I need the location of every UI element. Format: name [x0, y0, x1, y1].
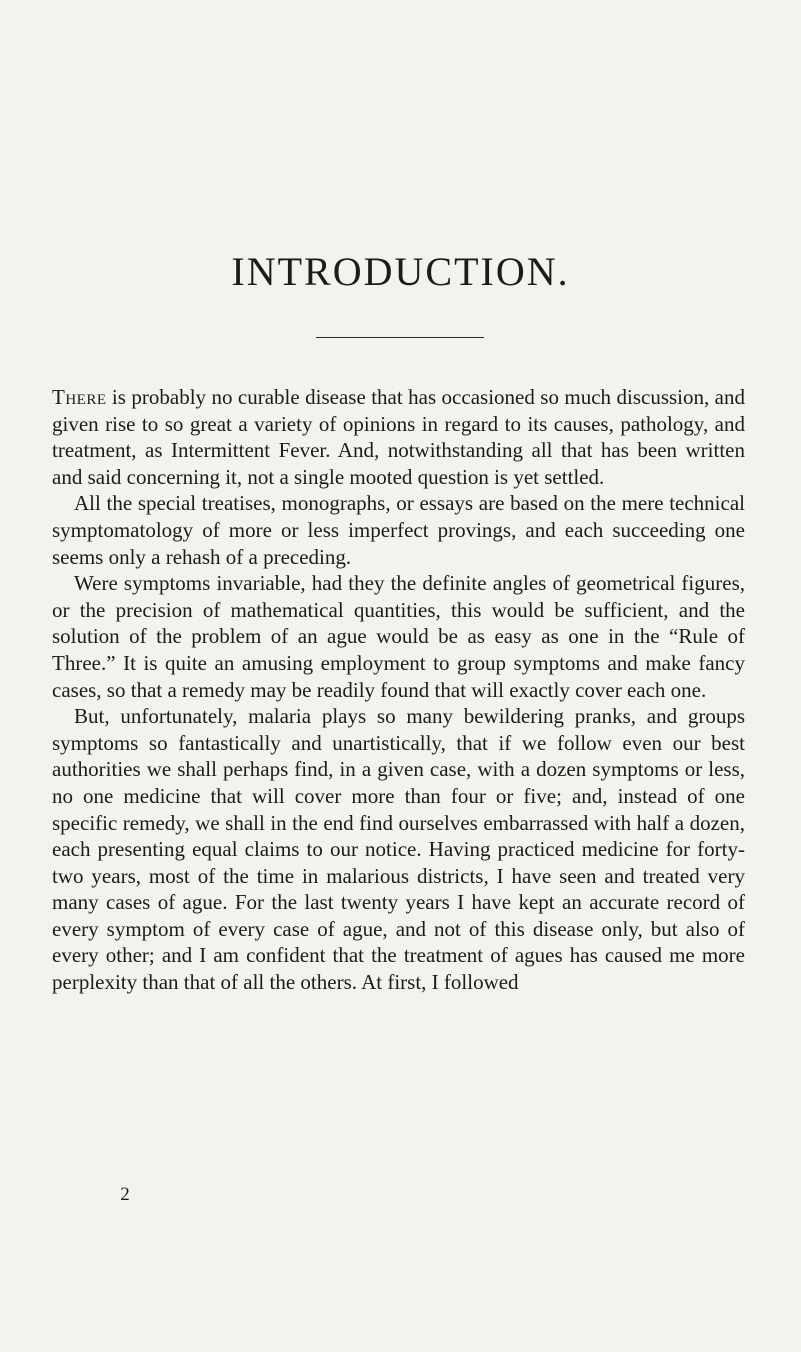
page-title: INTRODUCTION.: [231, 249, 570, 294]
paragraph-1-text: is probably no curable disease that has occasioned so much discussion, and given rise to so great a variety of opinions in regard to its causes, pathology, and treatment, as Intermittent Fever. And, notwithstanding all that has been written and said concerning it, not a single mooted question is yet settled.: [52, 385, 745, 489]
paragraph-lead-word: There: [52, 385, 107, 409]
title-rule: [316, 337, 484, 338]
page-number: 2: [120, 1184, 130, 1205]
paragraph-3: Were symptoms invariable, had they the definite angles of geometrical figures, or the precision of mathematical quantities, this would be sufficient, and the solution of the problem of an ague would be as easy as one in the “Rule of Three.” It is quite an amusing employment to group symptoms and make fancy cases, so that a remedy may be readily found that will exactly cover each one.: [52, 571, 745, 702]
paragraph-1: [52, 384, 745, 490]
paragraph-2: All the special treatises, monographs, or essays are based on the mere technical symptomatology of more or less imperfect provings, and each succeeding one seems only a rehash of a preceding.: [52, 491, 745, 569]
paragraph-4: But, unfortunately, malaria plays so many bewildering pranks, and groups symptoms so fantastically and unartistically, that if we follow even our best authorities we shall perhaps find, in a given case, with a dozen symptoms or less, no one medicine that will cover more than four or five; and, instead of one specific remedy, we shall in the end find ourselves embarrassed with half a dozen, each presenting equal claims to our notice. Having practiced medicine for forty-two years, most of the time in malarious districts, I have seen and treated very many cases of ague. For the last twenty years I have kept an accurate record of every symptom of every case of ague, and not of this disease only, but also of every other; and I am confident that the treatment of agues has caused me more perplexity than that of all the others. At first, I followed: [52, 704, 745, 995]
body-text: [52, 384, 745, 996]
